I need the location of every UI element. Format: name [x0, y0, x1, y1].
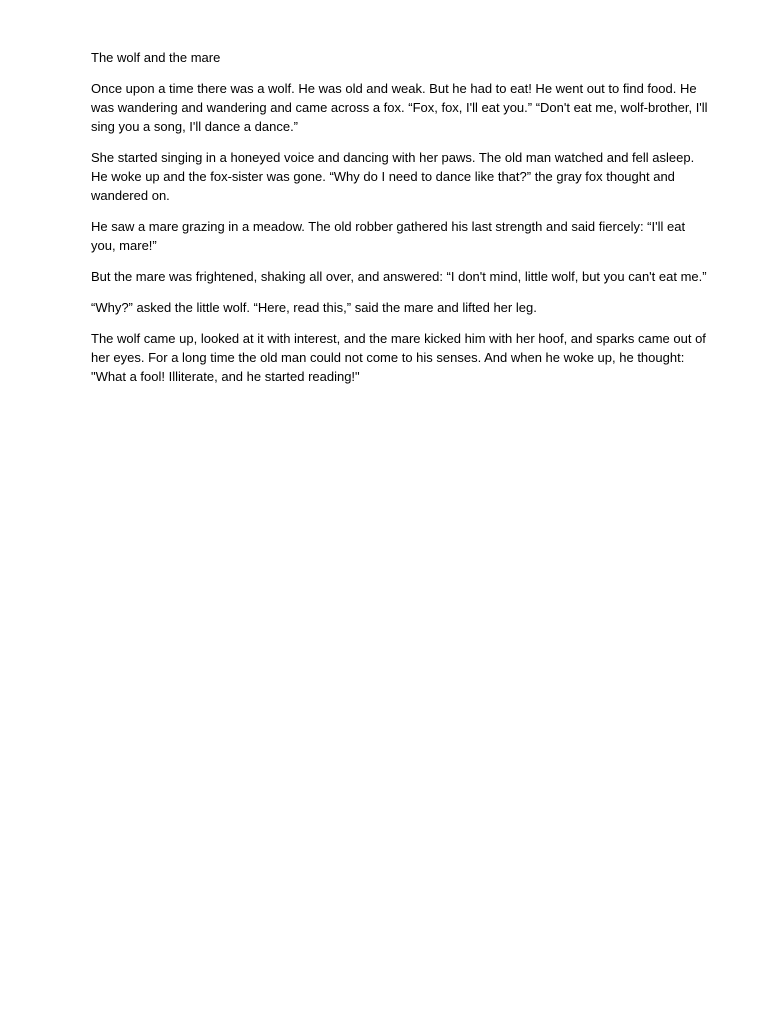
paragraph-2: She started singing in a honeyed voice and dancing with her paws. The old man watched and fell asleep. He woke up and the fox-sister was gone. “Why do I need to dance like that?” the gray fox thought and wandered on.: [91, 150, 695, 203]
paragraph-1: Once upon a time there was a wolf. He was old and weak. But he had to eat! He went out to find food. He was wandering and wandering and came across a fox. “Fox, fox, I'll eat you.” “Don't eat me, wolf-brother, I'll sing you a song, I'll dance a dance.”: [91, 81, 708, 134]
document-page: [91, 48, 713, 948]
document-title: The wolf and the mare: [91, 50, 221, 65]
paragraph-5: “Why?” asked the little wolf. “Here, read this,” said the mare and lifted her leg.: [91, 300, 537, 315]
paragraph-6: The wolf came up, looked at it with interest, and the mare kicked him with her hoof, and sparks came out of her eyes. For a long time the old man could not come to his senses. And when he woke up, he thought: "What a fool! Illiterate, and he started reading!": [91, 331, 706, 384]
paragraph-3: He saw a mare grazing in a meadow. The old robber gathered his last strength and said fiercely: “I'll eat you, mare!”: [91, 219, 686, 253]
paragraph-4: But the mare was frightened, shaking all over, and answered: “I don't mind, little wolf, but you can't eat me.”: [91, 269, 707, 284]
